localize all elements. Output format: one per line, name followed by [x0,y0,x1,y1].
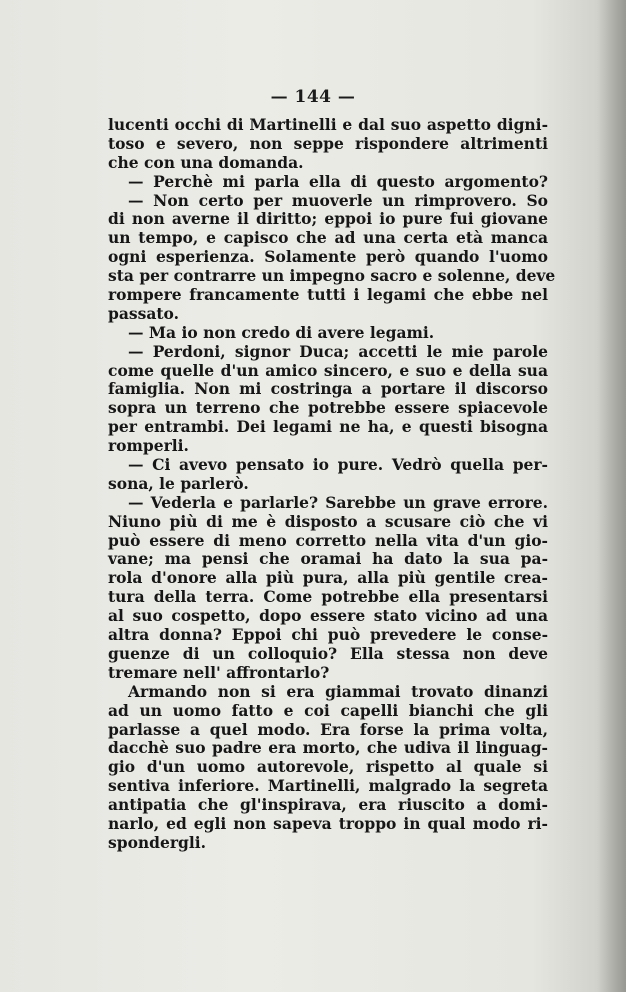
text-line: — Non certo per muoverle un rimprovero. So [128,190,548,210]
text-line: — Ma io non credo di avere legami. [128,322,435,342]
text-line: toso e severo, non seppe rispondere altrimenti [108,133,548,153]
text-line: che con una domanda. [108,152,304,172]
text-line: ogni esperienza. Solamente però quando l'uomo [108,247,548,267]
text-line: — Vederla e parlarle? Sarebbe un grave errore. [128,492,548,512]
text-line: tura della terra. Come potrebbe ella presentarsi [108,587,548,607]
text-line: Niuno più di me è disposto a scusare ciò che vi [108,511,548,531]
text-line: sopra un terreno che potrebbe essere spiacevole [108,398,548,418]
text-line: sona, le parlerò. [108,473,249,493]
page-header [0,87,626,107]
text-line: rompere francamente tutti i legami che ebbe nel [108,285,548,305]
text-line: sta per contrarre un impegno sacro e solenne, deve [108,266,556,286]
page-number: — 144 — [270,87,356,107]
text-line: altra donna? Eppoi chi può prevedere le conse- [108,625,548,645]
text-line: Armando non si era giammai trovato dinanzi [128,681,548,701]
text-line: può essere di meno corretto nella vita d'un gio- [108,530,548,550]
text-line: ad un uomo fatto e coi capelli bianchi che gli [108,700,548,720]
text-line: narlo, ed egli non sapeva troppo in qual modo ri- [108,813,548,833]
text-line: antipatia che gl'inspirava, era riuscito a domi- [108,795,548,815]
text-line: per entrambi. Dei legami ne ha, e questi bisogna [108,417,548,437]
text-line: dacchè suo padre era morto, che udiva il linguag- [108,738,548,758]
page-body-text [108,115,556,853]
text-line: rola d'onore alla più pura, alla più gentile crea- [108,568,548,588]
text-line: — Perchè mi parla ella di questo argomento? [128,171,548,191]
text-line: tremare nell' affrontarlo? [108,662,330,682]
text-line: passato. [108,303,179,323]
text-line: come quelle d'un amico sincero, e suo e della sua [108,360,548,380]
text-line: — Perdoni, signor Duca; accetti le mie parole [128,341,548,361]
text-line: romperli. [108,436,189,456]
text-line: gio d'un uomo autorevole, rispetto al quale si [108,757,548,777]
text-line: di non averne il diritto; eppoi io pure fui giovane [108,209,548,229]
text-line: parlasse a quel modo. Era forse la prima volta, [108,719,548,739]
text-line: guenze di un colloquio? Ella stessa non deve [108,643,548,663]
text-line: al suo cospetto, dopo essere stato vicino ad una [108,606,548,626]
text-line: famiglia. Non mi costringa a portare il discorso [108,379,548,399]
text-line: spondergli. [108,832,207,852]
text-line: — Ci avevo pensato io pure. Vedrò quella per- [128,455,548,475]
text-line: lucenti occhi di Martinelli e dal suo aspetto digni- [108,115,548,134]
text-line: un tempo, e capisco che ad una certa età manca [108,228,548,248]
text-line: vane; ma pensi che oramai ha dato la sua pa- [108,549,548,569]
text-line: sentiva inferiore. Martinelli, malgrado la segreta [108,776,548,796]
